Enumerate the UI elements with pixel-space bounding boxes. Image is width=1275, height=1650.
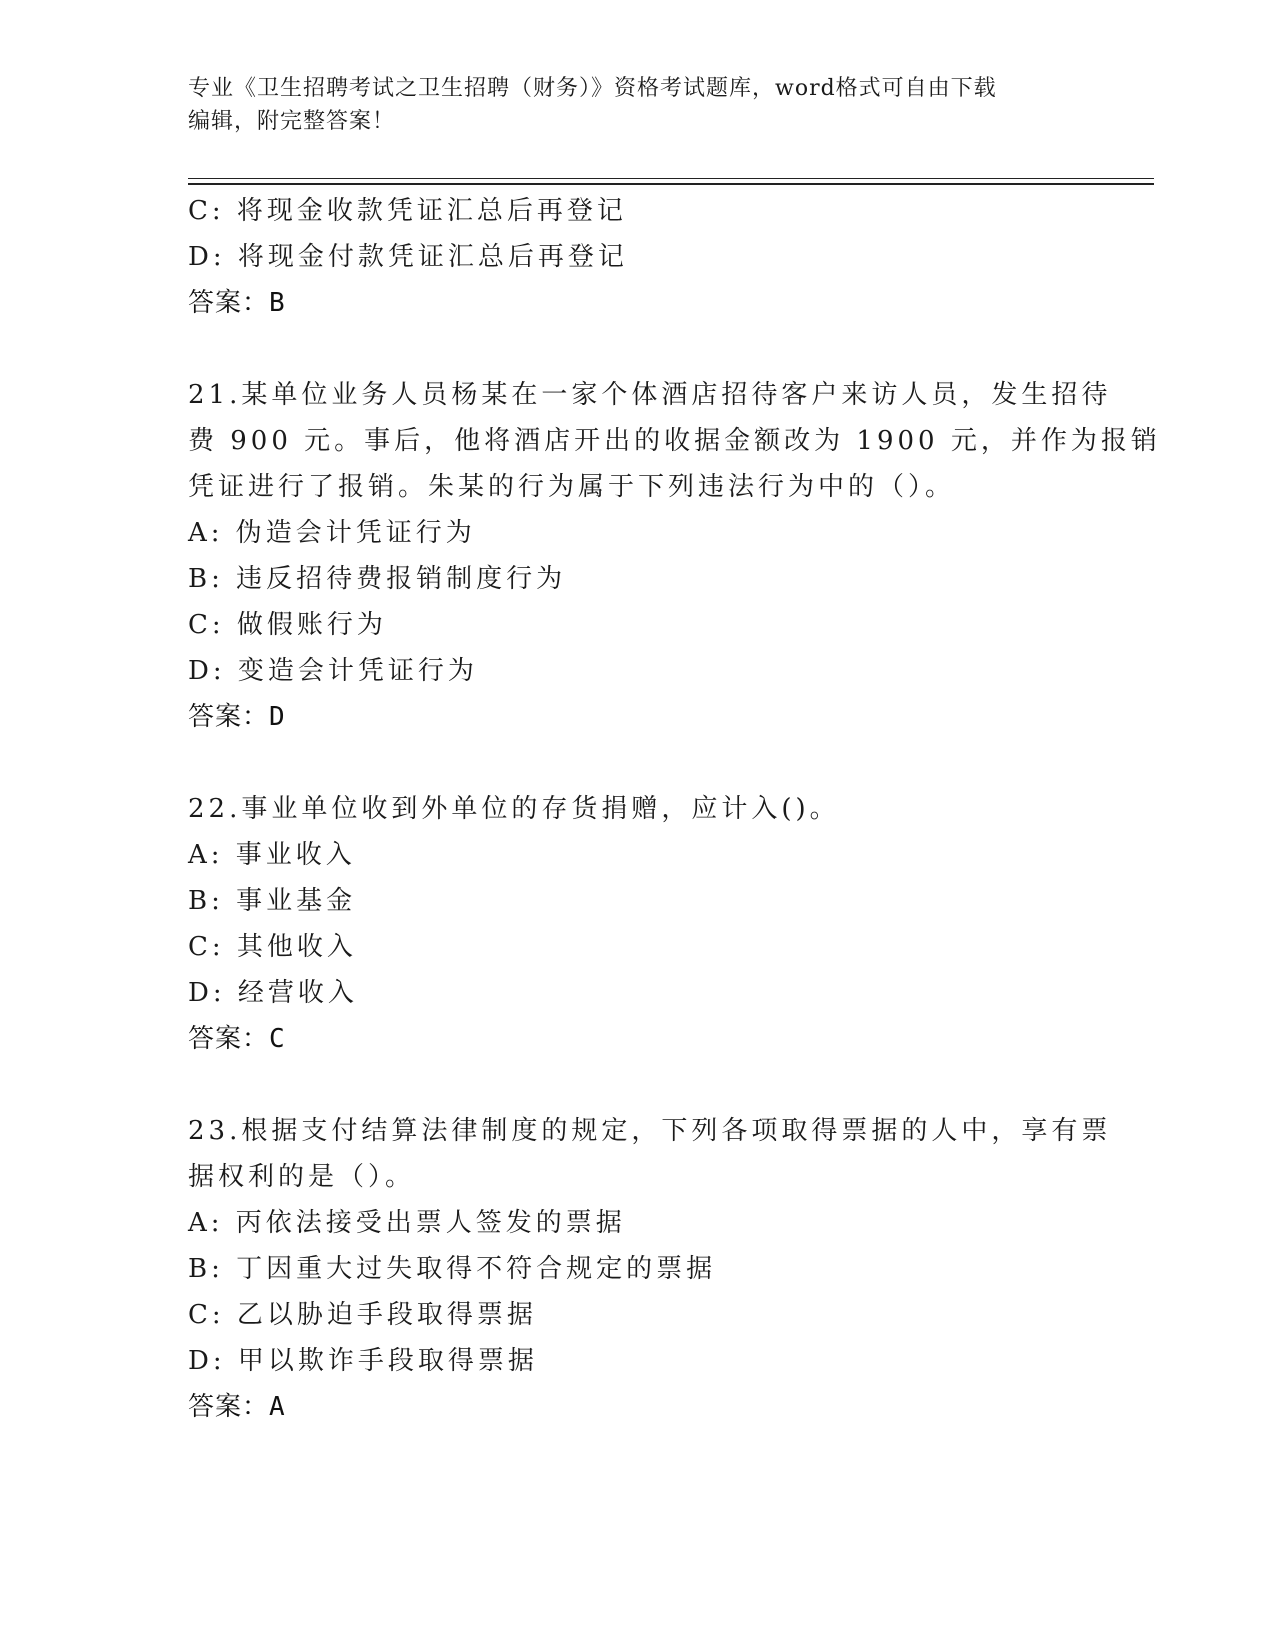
answer-label: 答案：: [188, 702, 270, 732]
answer-value: A: [269, 1392, 286, 1422]
header-divider-thin: [188, 178, 1154, 179]
spacer: [188, 740, 1088, 786]
option-d: D: 经营收入: [188, 978, 358, 1008]
answer-line: [188, 1016, 1088, 1062]
option-d: D: 变造会计凭证行为: [188, 656, 478, 686]
answer-value: D: [269, 702, 286, 732]
spacer: [188, 1062, 1088, 1108]
answer-label: 答案：: [188, 1024, 270, 1054]
spacer: [188, 326, 1088, 372]
question-22: [188, 786, 1088, 1062]
option-c: C: 将现金收款凭证汇总后再登记: [188, 196, 627, 226]
page-header: [188, 72, 1068, 138]
option-b: B: 事业基金: [188, 886, 357, 916]
answer-line: [188, 280, 1088, 326]
header-divider-thick: [188, 183, 1154, 185]
option-a: A: 丙依法接受出票人签发的票据: [188, 1208, 626, 1238]
option-a: A: 事业收入: [188, 840, 356, 870]
question-content: [188, 188, 1161, 1430]
option-d: D: 甲以欺诈手段取得票据: [188, 1346, 538, 1376]
answer-line: [188, 1384, 1088, 1430]
option-b: B: 丁因重大过失取得不符合规定的票据: [188, 1254, 717, 1284]
option-b: B: 违反招待费报销制度行为: [188, 564, 567, 594]
answer-label: 答案：: [188, 1392, 270, 1422]
answer-value: C: [269, 1024, 286, 1054]
question-stem-line: 21.某单位业务人员杨某在一家个体酒店招待客户来访人员，发生招待: [188, 380, 1112, 410]
question-stem-line: 23.根据支付结算法律制度的规定，下列各项取得票据的人中，享有票: [188, 1116, 1112, 1146]
question-stem-line: 据权利的是（）。: [188, 1162, 416, 1192]
question-23: [188, 1108, 1112, 1430]
option-d: D: 将现金付款凭证汇总后再登记: [188, 242, 628, 272]
header-line-2: 编辑，附完整答案！: [188, 109, 396, 134]
option-a: A: 伪造会计凭证行为: [188, 518, 476, 548]
question-21: [188, 372, 1161, 740]
option-c: C: 乙以胁迫手段取得票据: [188, 1300, 537, 1330]
header-line-1: 专业《卫生招聘考试之卫生招聘（财务）》资格考试题库，word格式可自由下载: [188, 76, 997, 101]
option-c: C: 做假账行为: [188, 610, 387, 640]
question-stem-line: 费 900 元。事后，他将酒店开出的收据金额改为 1900 元，并作为报销: [188, 426, 1161, 456]
prev-question-block: [188, 188, 1088, 326]
answer-line: [188, 694, 1088, 740]
question-stem-line: 22.事业单位收到外单位的存货捐赠，应计入()。: [188, 794, 840, 824]
question-stem-line: 凭证进行了报销。朱某的行为属于下列违法行为中的（）。: [188, 472, 956, 502]
answer-label: 答案：: [188, 288, 270, 318]
option-c: C: 其他收入: [188, 932, 357, 962]
answer-value: B: [269, 288, 286, 318]
